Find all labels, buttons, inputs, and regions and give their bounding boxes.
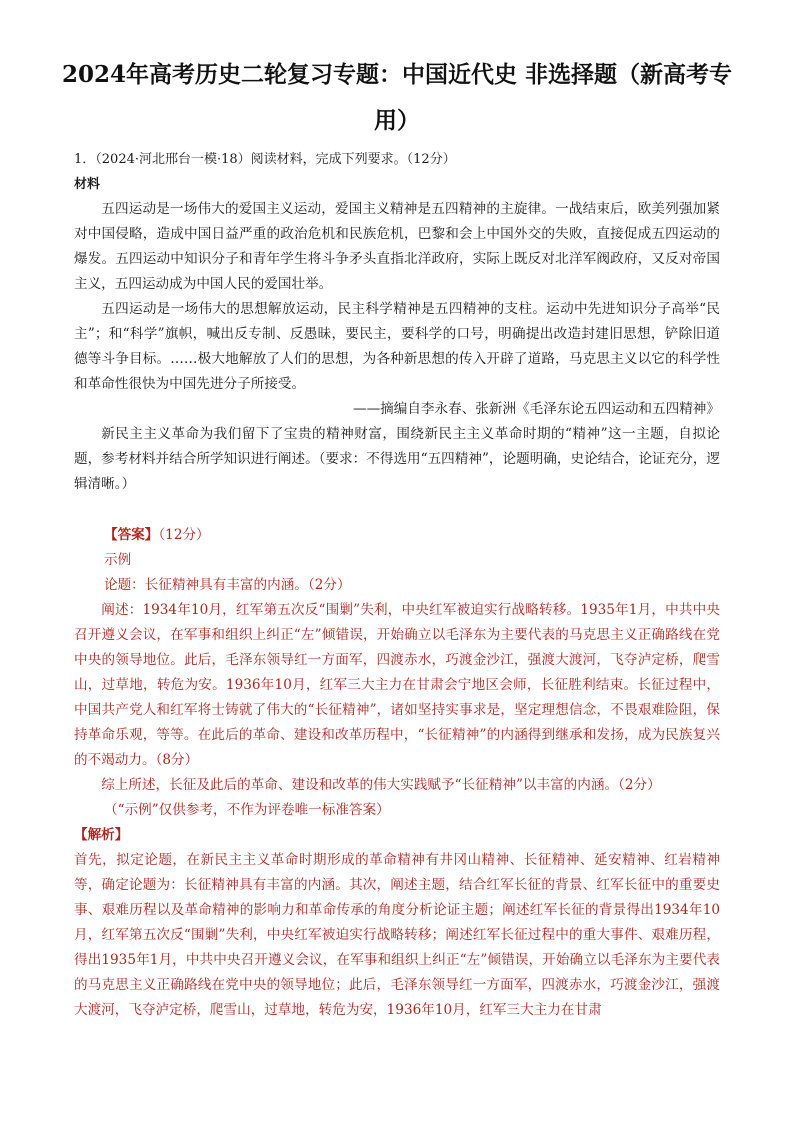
- page-title: 2024年高考历史二轮复习专题：中国近代史 非选择题（新高考专用）: [61, 61, 733, 134]
- material-label: 材料: [74, 177, 101, 192]
- answer-section: [74, 523, 720, 823]
- answer-note: （“示例”仅供参考，不作为评卷唯一标准答案）: [104, 802, 390, 818]
- analysis-text: 首先，拟定论题，在新民主主义革命时期形成的革命精神有井冈山精神、长征精神、延安精神、红岩精神等，确定论题为：长征精神具有丰富的内涵。其次，阐述主题，结合红军长征的背景、红军长征中的重要史事、艰难历程以及革命精神的影响力和革命传承的角度分析论证主题；阐述红军长征的背景得出1934年10月，红军第五次反“围剿”失利，中央红军被迫实行战略转移；阐述红军长征过程中的重大事件、艰难历程，得出1935年1月，中共中央召开遵义会议，在军事和组织上纠正“左”倾错误，开始确立以毛泽东为主要代表的马克思主义正确路线在党中央的领导地位；此后，毛泽东领导红一方面军，四渡赤水，巧渡金沙江，强渡大渡河，飞夺泸定桥，爬雪山，过草地，转危为安，1936年10月，红军三大主力在甘肃: [74, 852, 720, 1018]
- question-task: 新民主主义革命为我们留下了宝贵的精神财富，围绕新民主主义革命时期的“精神”这一主题，自拟论题，参考材料并结合所学知识进行阐述。（要求：不得选用“五四精神”，论题明确，史论结合，论证充分，逻辑清晰。）: [74, 426, 721, 492]
- material-source: ——摘编自李永春、张新洲《毛泽东论五四运动和五四精神》: [352, 401, 720, 417]
- answer-thesis: 论题：长征精神具有丰富的内涵。（2分）: [104, 577, 351, 593]
- answer-example-label: 示例: [104, 552, 132, 568]
- document-body: [74, 147, 720, 1023]
- answer-heading: [74, 523, 720, 548]
- material-paragraph-1: 五四运动是一场伟大的爱国主义运动，爱国主义精神是五四精神的主旋律。一战结束后，欧美列强加紧对中国侵略，造成中国日益严重的政治危机和民族危机，巴黎和会上中国外交的失败，直接促成五四运动的爆发。五四运动中知识分子和青年学生将斗争矛头直指北洋政府，实际上既反对北洋军阀政府，又反对帝国主义，五四运动成为中国人民的爱国壮举。: [74, 201, 720, 292]
- spacer: [74, 497, 720, 523]
- material-paragraph-2: 五四运动是一场伟大的思想解放运动，民主科学精神是五四精神的支柱。运动中先进知识分子高举“民主”；和“科学”旗帜，喊出反专制、反愚昧，要民主，要科学的口号，明确提出改造封建旧思想，铲除旧道德等斗争目标。……极大地解放了人们的思想，为各种新思想的传入开辟了道路，马克思主义以它的科学性和革命性很快为中国先进分子所接受。: [74, 301, 720, 392]
- answer-label: 【答案】: [104, 527, 159, 543]
- analysis-label: 【解析】: [74, 827, 129, 843]
- answer-argument: 阐述：1934年10月，红军第五次反“围剿”失利，中央红军被迫实行战略转移。1935年1月，中共中央召开遵义会议，在军事和组织上纠正“左”倾错误，开始确立以毛泽东为主要代表的马克思主义正确路线在党中央的领导地位。此后，毛泽东领导红一方面军，四渡赤水，巧渡金沙江，强渡大渡河，飞夺泸定桥，爬雪山，过草地，转危为安。1936年10月，红军三大主力在甘肃会宁地区会师，长征胜利结束。长征过程中，中国共产党人和红军将士铸就了伟大的“长征精神”，诸如坚持实事求是，坚定理想信念，不畏艰难险阻，保持革命乐观，等等。在此后的革命、建设和改革历程中，“长征精神”的内涵得到继承和发扬，成为民族复兴的不竭动力。（8分）: [74, 602, 720, 768]
- question-heading: 1．（2024·河北邢台一模·18）阅读材料，完成下列要求。（12分）: [74, 152, 456, 167]
- answer-score: （12分）: [158, 527, 210, 543]
- answer-conclusion: 综上所述，长征及此后的革命、建设和改革的伟大实践赋予“长征精神”以丰富的内涵。（2分）: [101, 777, 661, 793]
